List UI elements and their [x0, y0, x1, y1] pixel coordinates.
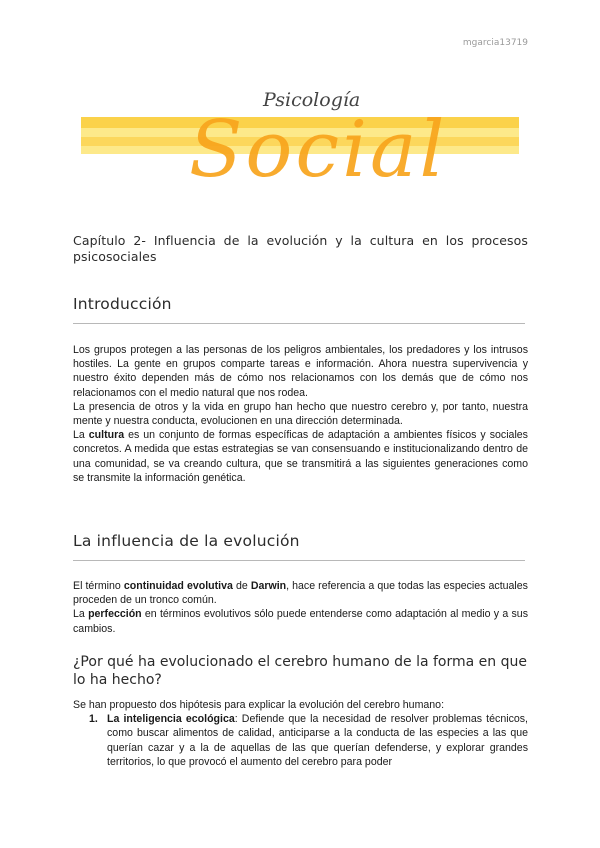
hypothesis-title: La inteligencia ecológica	[107, 713, 235, 726]
brain-intro-paragraph: Se han propuesto dos hipótesis para explicar la evolución del cerebro humano:	[73, 699, 445, 711]
list-number: 1.	[89, 713, 98, 726]
psicologia-social-banner	[81, 72, 519, 190]
evolution-section-body	[73, 579, 528, 636]
subsection-heading-cerebro: ¿Por qué ha evolucionado el cerebro humano de la forma en que lo ha hecho?	[73, 654, 527, 688]
section-divider	[73, 560, 525, 561]
intro-paragraph-2: La presencia de otros y la vida en grupo han hecho que nuestro cerebro y, por tanto, nuestra mente y nuestra conducta, evolucionen en una dirección determinada.	[73, 400, 528, 428]
hypothesis-text: : Defiende que la necesidad de resolver problemas técnicos, como buscar alimentos de calidad, anticiparse a la conducta de las especies a las que querían cazar y a la de aquellas de las que querían defenderse, y explorar grandes territorios, lo que provocó el aumento del cerebro para poder	[107, 713, 528, 768]
uploader-username: mgarcia13719	[462, 38, 528, 48]
intro-section-body	[73, 343, 528, 485]
hypothesis-item	[89, 712, 528, 769]
term-perfeccion: perfección	[88, 608, 142, 621]
intro-paragraph-1: Los grupos protegen a las personas de los peligros ambientales, los predadores y los intrusos hostiles. La gente en grupos comparte tareas e información. Ahora nuestra supervivencia y nuestro éxito dependen más de cómo nos relacionamos con los demás que de cómo nos relacionamos con el medio natural que nos rodea.	[73, 344, 528, 399]
brain-section-body	[73, 698, 528, 769]
banner-big-title: Social	[189, 105, 448, 190]
term-continuidad-evolutiva: continuidad evolutiva	[123, 580, 233, 592]
section-heading-introduccion: Introducción	[73, 295, 172, 313]
section-heading-evolucion: La influencia de la evolución	[73, 532, 300, 550]
chapter-title: Capítulo 2- Influencia de la evolución y la cultura en los procesos psicosociales	[73, 233, 528, 264]
term-darwin: Darwin	[250, 580, 287, 592]
evolution-paragraph-2: La perfección en términos evolutivos sólo puede entenderse como adaptación al medio y a sus cambios.	[73, 608, 528, 635]
section-divider	[73, 323, 525, 324]
hypothesis-list	[73, 712, 528, 769]
evolution-paragraph-1: El término continuidad evolutiva de Darwin, hace referencia a que todas las especies actuales proceden de un tronco común.	[73, 580, 528, 607]
intro-paragraph-3: La cultura es un conjunto de formas específicas de adaptación a ambientes físicos y sociales concretos. A medida que estas estrategias se van consensuando e institucionalizando dentro de una comunidad, se va creando cultura, que se transmitirá a las siguientes generaciones como se transmite la información genética.	[73, 429, 528, 484]
banner-small-title: Psicología	[263, 89, 361, 111]
term-cultura: cultura	[88, 429, 125, 442]
